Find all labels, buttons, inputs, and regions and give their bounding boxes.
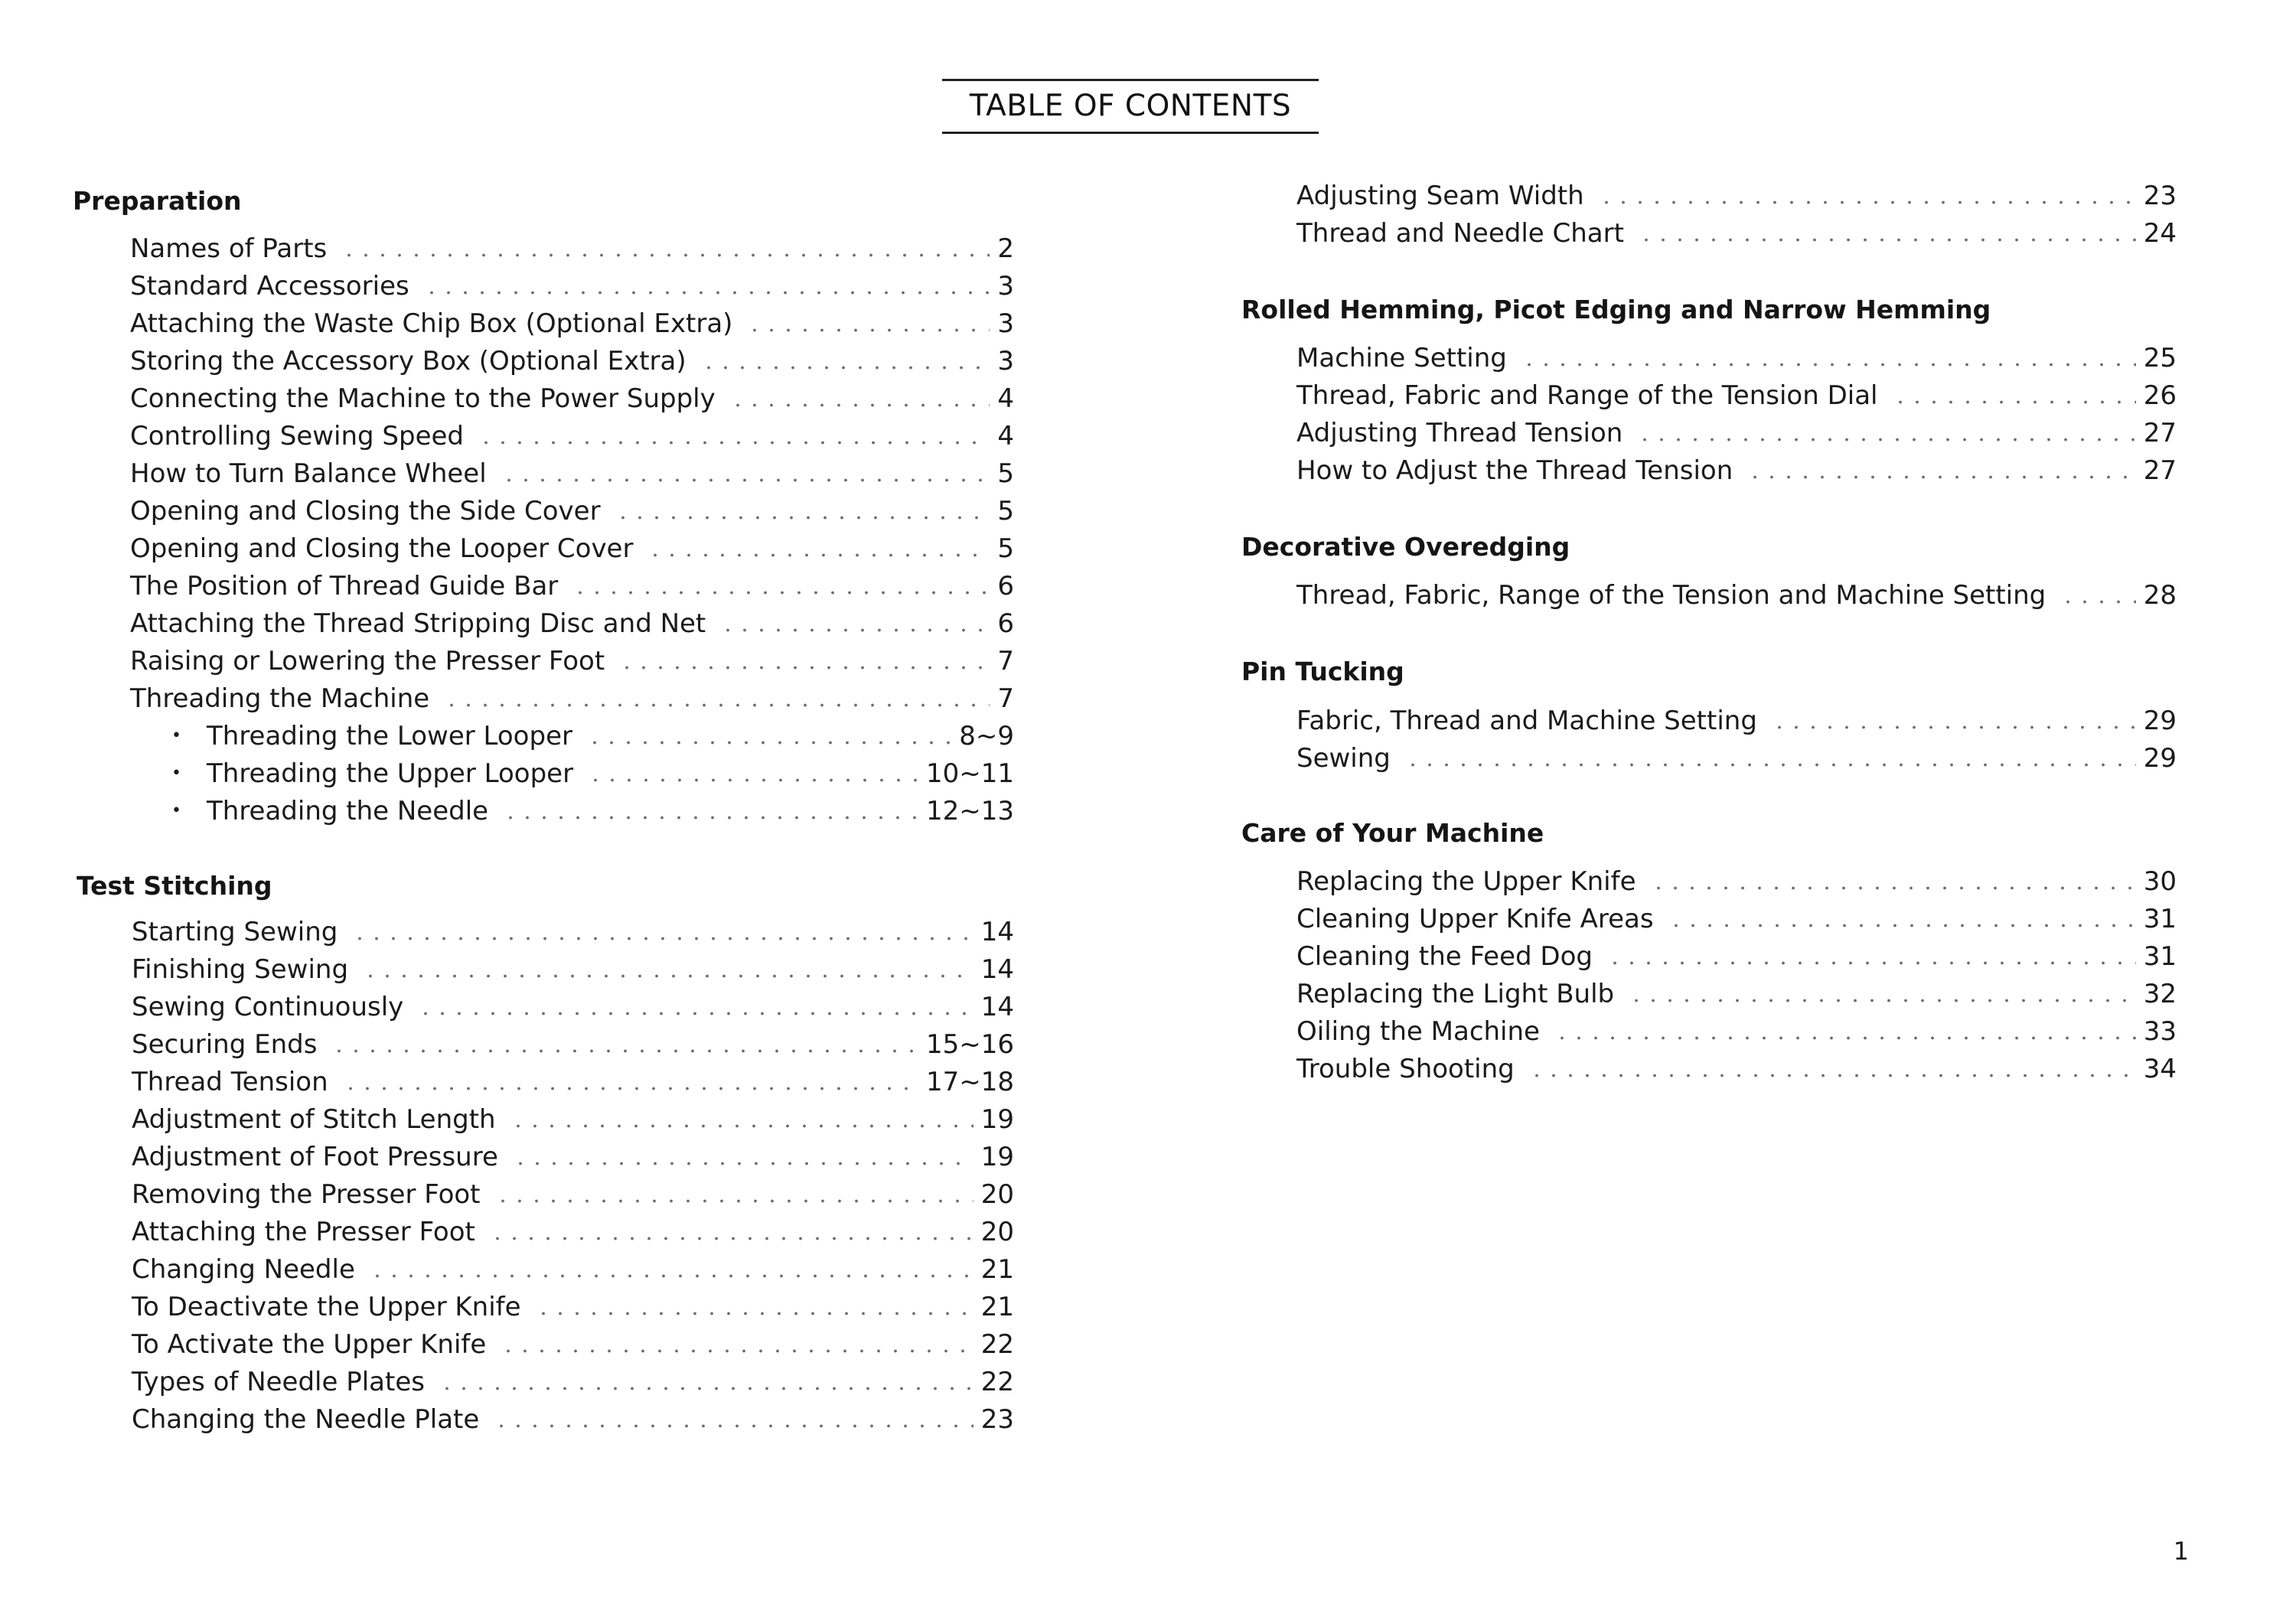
toc-entry[interactable]: [130, 307, 1014, 341]
toc-entry[interactable]: [132, 953, 1014, 986]
leader-dots: [1638, 238, 2136, 242]
leader-dots: [493, 1424, 973, 1428]
toc-entry[interactable]: [130, 457, 1014, 491]
toc-entry-page: 24: [2143, 218, 2177, 249]
toc-entry-page: 22: [980, 1367, 1014, 1397]
toc-entry-label: Names of Parts: [130, 233, 328, 264]
leader-dots: [615, 516, 990, 520]
toc-entry-label: Standard Accessories: [130, 271, 409, 302]
toc-entry[interactable]: [130, 419, 1014, 453]
leader-dots: [2060, 600, 2135, 604]
toc-entry-label: Adjustment of Stitch Length: [132, 1104, 496, 1135]
toc-entry-label: Securing Ends: [132, 1029, 318, 1060]
toc-entry-label: Adjustment of Foot Pressure: [132, 1142, 498, 1172]
page-number: 1: [2173, 1537, 2189, 1566]
toc-entry[interactable]: [1296, 179, 2177, 213]
toc-entry-page: 26: [2143, 380, 2177, 411]
leader-dots: [1528, 1074, 2136, 1077]
toc-entry-label: Finishing Sewing: [132, 954, 349, 985]
toc-entry-label: Changing the Needle Plate: [132, 1404, 480, 1435]
toc-entry-page: 20: [980, 1217, 1014, 1247]
leader-dots: [535, 1312, 974, 1315]
toc-entry-page: 12~13: [925, 796, 1014, 826]
toc-entry-page: 22: [980, 1329, 1014, 1360]
toc-entry-label: How to Turn Balance Wheel: [130, 458, 487, 489]
toc-entry-page: 21: [980, 1254, 1014, 1285]
toc-entry-label: Thread, Fabric, Range of the Tension and Machine Setting: [1296, 580, 2047, 611]
toc-entry[interactable]: [132, 1065, 1014, 1099]
toc-entry-page: 30: [2143, 866, 2177, 897]
bullet-icon: •: [171, 726, 181, 745]
section-heading-rolled-hemming: Rolled Hemming, Picot Edging and Narrow Hemming: [1241, 295, 1991, 324]
toc-entry-label: Threading the Lower Looper: [207, 721, 572, 751]
leader-dots: [500, 1349, 973, 1353]
toc-entry[interactable]: [130, 382, 1014, 416]
leader-dots: [586, 741, 951, 745]
toc-entry-page: 6: [997, 571, 1014, 601]
section-heading-pin-tucking: Pin Tucking: [1241, 657, 1404, 686]
section-heading-decorative-overedging: Decorative Overedging: [1241, 532, 1570, 562]
toc-entry-page: 17~18: [925, 1067, 1014, 1097]
leader-dots: [362, 974, 974, 978]
toc-entry-label: Adjusting Thread Tension: [1296, 418, 1623, 448]
toc-entry-page: 19: [980, 1142, 1014, 1172]
toc-entry-page: 27: [2143, 418, 2177, 448]
leader-dots: [512, 1162, 974, 1165]
toc-entry[interactable]: [130, 344, 1014, 378]
leader-dots: [1404, 763, 2136, 767]
toc-entry[interactable]: [130, 232, 1014, 266]
toc-entry-page: 3: [997, 271, 1014, 302]
leader-dots: [417, 1012, 973, 1015]
toc-entry[interactable]: [132, 1103, 1014, 1136]
leader-dots: [501, 478, 990, 482]
toc-entry[interactable]: [130, 682, 1014, 715]
leader-dots: [587, 778, 918, 782]
toc-entry-page: 19: [980, 1104, 1014, 1135]
toc-entry[interactable]: [132, 1403, 1014, 1436]
toc-entry[interactable]: [1296, 1015, 2177, 1048]
toc-entry[interactable]: [130, 644, 1014, 678]
toc-entry[interactable]: [132, 1028, 1014, 1061]
toc-entry[interactable]: [1296, 940, 2177, 973]
toc-entry-label: Thread and Needle Chart: [1296, 218, 1624, 249]
leader-dots: [1636, 438, 2135, 442]
toc-entry-label: Threading the Machine: [130, 683, 430, 714]
toc-entry[interactable]: [1296, 1052, 2177, 1086]
toc-entry[interactable]: [130, 569, 1014, 603]
toc-entry-label: Threading the Upper Looper: [207, 758, 574, 789]
toc-sub-entry[interactable]: [168, 757, 1014, 790]
toc-entry-page: 14: [980, 917, 1014, 947]
section-heading-care: Care of Your Machine: [1241, 818, 1544, 848]
toc-entry-page: 3: [997, 308, 1014, 339]
leader-dots: [1598, 200, 2136, 204]
bullet-icon: •: [171, 801, 181, 820]
toc-entry-page: 27: [2143, 455, 2177, 486]
leader-dots: [1746, 475, 2135, 479]
leader-dots: [1771, 725, 2136, 729]
toc-entry[interactable]: [130, 607, 1014, 641]
toc-entry-label: Attaching the Presser Foot: [132, 1217, 475, 1247]
toc-entry[interactable]: [1296, 379, 2177, 412]
toc-entry-label: To Deactivate the Upper Knife: [132, 1292, 521, 1322]
toc-entry-label: Attaching the Waste Chip Box (Optional Extra): [130, 308, 733, 339]
leader-dots: [341, 253, 990, 257]
page-title: TABLE OF CONTENTS: [942, 79, 1319, 134]
toc-entry[interactable]: [1296, 416, 2177, 450]
toc-entry-label: Attaching the Thread Stripping Disc and Net: [130, 608, 706, 639]
toc-entry-label: The Position of Thread Guide Bar: [130, 571, 559, 601]
toc-entry-page: 5: [997, 533, 1014, 564]
toc-entry[interactable]: [132, 1365, 1014, 1399]
toc-entry-page: 10~11: [925, 758, 1014, 789]
leader-dots: [502, 816, 918, 820]
toc-entry-label: Starting Sewing: [132, 917, 338, 947]
toc-entry-label: Sewing Continuously: [132, 992, 404, 1022]
leader-dots: [1668, 924, 2136, 927]
toc-entry-label: Types of Needle Plates: [132, 1367, 425, 1397]
leader-dots: [510, 1124, 974, 1128]
leader-dots: [494, 1199, 974, 1203]
leader-dots: [1606, 961, 2136, 965]
toc-entry-label: Fabric, Thread and Machine Setting: [1296, 706, 1757, 736]
toc-entry[interactable]: [1296, 742, 2177, 775]
toc-entry-page: 20: [980, 1179, 1014, 1210]
toc-entry[interactable]: [1296, 902, 2177, 936]
toc-entry-label: How to Adjust the Thread Tension: [1296, 455, 1733, 486]
toc-entry-page: 25: [2143, 343, 2177, 373]
toc-entry-page: 7: [997, 646, 1014, 676]
toc-entry-label: Opening and Closing the Looper Cover: [130, 533, 634, 564]
toc-entry[interactable]: [132, 915, 1014, 949]
toc-entry-label: Replacing the Light Bulb: [1296, 979, 1615, 1009]
toc-entry-page: 5: [997, 458, 1014, 489]
leader-dots: [369, 1274, 974, 1278]
leader-dots: [700, 366, 990, 370]
leader-dots: [572, 591, 990, 595]
toc-entry-label: Cleaning the Feed Dog: [1296, 941, 1593, 972]
toc-entry-page: 32: [2143, 979, 2177, 1009]
leader-dots: [1521, 363, 2136, 367]
toc-entry[interactable]: [1296, 579, 2177, 612]
toc-entry[interactable]: [132, 1215, 1014, 1249]
toc-entry[interactable]: [132, 1253, 1014, 1286]
toc-entry[interactable]: [132, 1328, 1014, 1361]
toc-entry-page: 6: [997, 608, 1014, 639]
toc-entry-page: 33: [2143, 1016, 2177, 1047]
toc-entry-label: Controlling Sewing Speed: [130, 421, 465, 451]
leader-dots: [439, 1387, 974, 1390]
toc-entry-label: To Activate the Upper Knife: [132, 1329, 487, 1360]
leader-dots: [351, 937, 973, 940]
toc-entry-label: Oiling the Machine: [1296, 1016, 1540, 1047]
toc-entry[interactable]: [130, 494, 1014, 528]
toc-entry-label: Cleaning Upper Knife Areas: [1296, 904, 1654, 934]
leader-dots: [618, 666, 990, 670]
section-heading-preparation: Preparation: [73, 186, 242, 216]
toc-entry[interactable]: [132, 1290, 1014, 1324]
toc-entry-page: 29: [2143, 743, 2177, 774]
toc-entry-page: 8~9: [959, 721, 1014, 751]
toc-entry-page: 2: [997, 233, 1014, 264]
toc-entry[interactable]: [1296, 704, 2177, 738]
leader-dots: [331, 1049, 918, 1053]
leader-dots: [342, 1087, 918, 1090]
toc-entry-label: Trouble Shooting: [1296, 1054, 1515, 1084]
toc-entry[interactable]: [1296, 217, 2177, 250]
leader-dots: [746, 328, 990, 332]
toc-entry-page: 14: [980, 992, 1014, 1022]
toc-sub-entry[interactable]: [168, 794, 1014, 828]
toc-entry-label: Connecting the Machine to the Power Supply: [130, 383, 716, 414]
toc-entry[interactable]: [132, 1140, 1014, 1174]
leader-dots: [719, 628, 990, 632]
leader-dots: [1650, 886, 2136, 890]
toc-entry-label: Removing the Presser Foot: [132, 1179, 481, 1210]
toc-entry[interactable]: [130, 269, 1014, 303]
leader-dots: [1892, 400, 2136, 404]
toc-entry-label: Thread Tension: [132, 1067, 328, 1097]
toc-entry-label: Thread, Fabric and Range of the Tension Dial: [1296, 380, 1878, 411]
toc-entry[interactable]: [1296, 341, 2177, 375]
leader-dots: [729, 403, 990, 407]
toc-entry[interactable]: [1296, 977, 2177, 1011]
bullet-icon: •: [171, 764, 181, 783]
toc-entry-label: Threading the Needle: [207, 796, 489, 826]
toc-entry-page: 7: [997, 683, 1014, 714]
toc-entry-page: 14: [980, 954, 1014, 985]
toc-entry-label: Storing the Accessory Box (Optional Extra): [130, 346, 687, 376]
toc-entry-label: Replacing the Upper Knife: [1296, 866, 1636, 897]
toc-entry-label: Sewing: [1296, 743, 1391, 774]
toc-entry[interactable]: [130, 532, 1014, 566]
toc-entry-page: 5: [997, 496, 1014, 526]
toc-entry-page: 31: [2143, 904, 2177, 934]
toc-entry[interactable]: [1296, 865, 2177, 898]
toc-entry[interactable]: [1296, 454, 2177, 487]
toc-entry-label: Adjusting Seam Width: [1296, 181, 1584, 211]
toc-entry-page: 23: [2143, 181, 2177, 211]
toc-entry-page: 29: [2143, 706, 2177, 736]
toc-entry-page: 15~16: [925, 1029, 1014, 1060]
toc-entry-page: 31: [2143, 941, 2177, 972]
toc-sub-entry[interactable]: [168, 719, 1014, 753]
toc-entry-label: Opening and Closing the Side Cover: [130, 496, 601, 526]
toc-entry-label: Changing Needle: [132, 1254, 355, 1285]
toc-entry[interactable]: [132, 990, 1014, 1024]
toc-entry-page: 21: [980, 1292, 1014, 1322]
toc-entry-page: 4: [997, 383, 1014, 414]
leader-dots: [423, 291, 990, 295]
leader-dots: [1628, 999, 2136, 1002]
section-heading-test-stitching: Test Stitching: [77, 871, 272, 901]
toc-entry-page: 34: [2143, 1054, 2177, 1084]
toc-entry-page: 23: [980, 1404, 1014, 1435]
toc-entry-label: Machine Setting: [1296, 343, 1507, 373]
leader-dots: [489, 1237, 974, 1240]
leader-dots: [1554, 1036, 2136, 1040]
toc-entry-page: 3: [997, 346, 1014, 376]
toc-entry-page: 4: [997, 421, 1014, 451]
toc-entry-page: 28: [2143, 580, 2177, 611]
toc-entry[interactable]: [132, 1178, 1014, 1211]
leader-dots: [443, 703, 990, 707]
leader-dots: [647, 553, 990, 557]
toc-entry-label: Raising or Lowering the Presser Foot: [130, 646, 605, 676]
leader-dots: [478, 441, 990, 445]
